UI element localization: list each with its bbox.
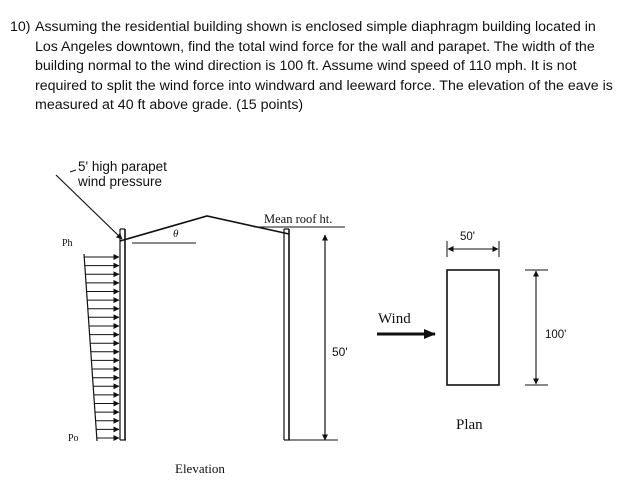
wind-label: Wind [378,311,411,327]
parapet-label-line1: 5' high parapet [78,159,167,174]
po-label: Po [68,433,79,444]
plan-caption: Plan [456,417,483,433]
parapet-label-line2: wind pressure [78,174,163,189]
theta-label: θ [173,228,179,240]
plan-width-label: 50' [460,231,475,243]
plan-outline [447,270,499,385]
height-label: 50' [332,345,348,359]
ph-label: Ph [62,238,73,249]
parapet-leader-tick [70,170,76,172]
plan-depth-label: 100' [545,329,567,341]
mean-roof-label: Mean roof ht. [264,212,333,226]
elevation-caption: Elevation [175,461,225,476]
question-body: Assuming the residential building shown is enclosed simple diaphragm building located in Los Angeles downtown, find the total wind force for the wall and parapet. The width of the building normal to the wind direction is 100 ft. Assume wind speed of 110 mph. It is not required to split the wind force into windward and leeward force. The elevation of the eave is measured at 40 ft above grade. (15 points) [35,19,613,114]
wind-pressure-diagram [84,254,119,441]
building-outline [120,216,290,440]
question-number: 10) [10,19,31,35]
